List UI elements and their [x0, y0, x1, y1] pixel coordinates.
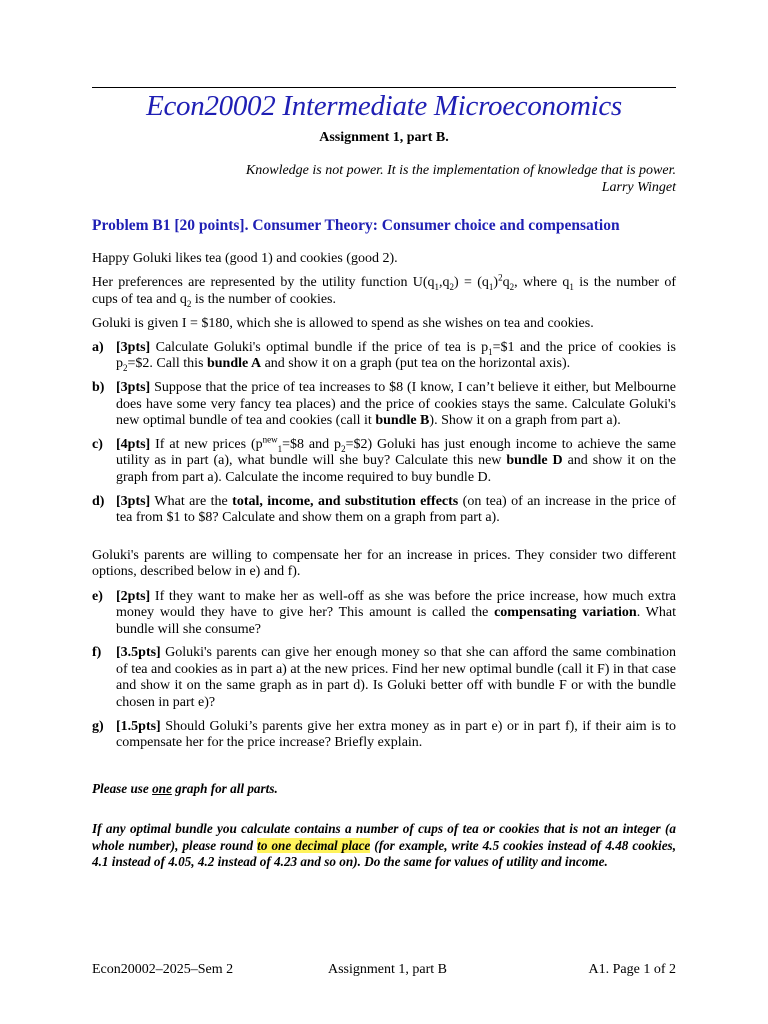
question-label: a) [92, 339, 104, 355]
quote-text: Knowledge is not power. It is the implementation of knowledge that is power. [245, 163, 676, 178]
note-rounding: If any optimal bundle you calculate contains a number of cups of tea or cookies that is not an integer (a whole number), please round to one decimal place (for example, write 4.5 cookies instead of 4.48 cookies, 4.1 instead of 4.05, 4.2 instead of 4.23 and so on). Do the same for values of utility and income. [92, 820, 676, 870]
epigraph [92, 162, 676, 196]
problem-title: Problem B1 [20 points]. Consumer Theory: Consumer choice and compensation [92, 217, 620, 234]
assignment-subtitle: Assignment 1, part B. [319, 130, 449, 145]
top-rule [92, 87, 676, 88]
question-points: [3.5pts] [116, 645, 161, 661]
footer-course: Econ20002–2025–Sem 2 [92, 962, 234, 977]
question-points: [3pts] [116, 339, 151, 355]
question-points: [1.5pts] [116, 718, 161, 734]
question-points: [4pts] [116, 436, 151, 452]
problem-body [92, 251, 676, 878]
question-d: d) [3pts] What are the total, income, and substitution effects (on tea) of an increase in the price of tea from $1 to $8? Calculate and show them on a graph from part a). [92, 493, 676, 526]
question-label: d) [92, 493, 105, 509]
note-one-graph: Please use one graph for all parts. [92, 780, 278, 796]
question-g: g) [1.5pts] Should Goluki’s parents give her extra money as in part e) or in part f), if their aim is to compensate her for the price increase? Briefly explain. [92, 718, 676, 751]
question-b: b) [3pts] Suppose that the price of tea increases to $8 (I know, I can’t believe it either, but Melbourne does have some very fancy tea places) and the price of cookies stays the same. Calculate Goluki's new optimal bundle of tea and cookies (call it bundle B). Show it on a graph from part a). [92, 380, 676, 429]
question-label: e) [92, 588, 103, 604]
course-title: Econ20002 Intermediate Microeconomics [146, 90, 622, 122]
question-a: a) [3pts] Calculate Goluki's optimal bundle if the price of tea is $p_1=\$1$ and the price of cookies is $p_2=\$2$. Call this bundle A and show it on a graph (put tea on the horizontal axis). [92, 339, 676, 374]
question-label: g) [92, 718, 104, 734]
intro-paragraph-3: Goluki is given I = $180, which she is allowed to spend as she wishes on tea and cookies. [92, 315, 594, 331]
footer-assignment: Assignment 1, part B [328, 962, 447, 977]
footer-page-number: A1. Page 1 of 2 [588, 962, 676, 977]
quote-author: Larry Winget [601, 180, 676, 195]
question-f: f) [3.5pts] Goluki's parents can give her enough money so that she can afford the same combination of tea and cookies as in part a) at the new prices. Find her new optimal bundle (call it F) in that case and show it on the same graph as in part d). Is Goluki better off with bundle F or with the bundle chosen in part e)? [92, 645, 676, 711]
question-c: c) [4pts] If at new prices ($p^{new}_1=\$8$ and $p_2=\$2$) Goluki has just enough income to achieve the same utility as in part (a), what bundle will she buy? Calculate this new bundle D and show it on the graph from part a). Calculate the income required to buy bundle D. [92, 434, 677, 486]
question-label: c) [92, 436, 103, 452]
parents-intro: Goluki's parents are willing to compensate her for an increase in prices. They consider two different options, described below in e) and f). [92, 547, 676, 580]
question-points: [3pts] [116, 380, 151, 396]
question-points: [3pts] [116, 493, 151, 509]
question-points: [2pts] [116, 588, 151, 604]
intro-paragraph-1: Happy Goluki likes tea (good 1) and cookies (good 2). [92, 251, 398, 266]
intro-paragraph-2: Her preferences are represented by the utility function $U(q_1,q_2) = (q_1)^2q_2$, where $q_1$ is the number of cups of tea and $q_2$ is the number of cookies. [92, 272, 676, 309]
question-e: e) [2pts] If they want to make her as well-off as she was before the price increase, how much extra money would they have to give her? This amount is called the compensating variation. What bundle will she consume? [92, 588, 677, 637]
question-label: f) [92, 645, 102, 661]
question-label: b) [92, 380, 105, 396]
highlighted-phrase: to one decimal place [257, 837, 371, 853]
